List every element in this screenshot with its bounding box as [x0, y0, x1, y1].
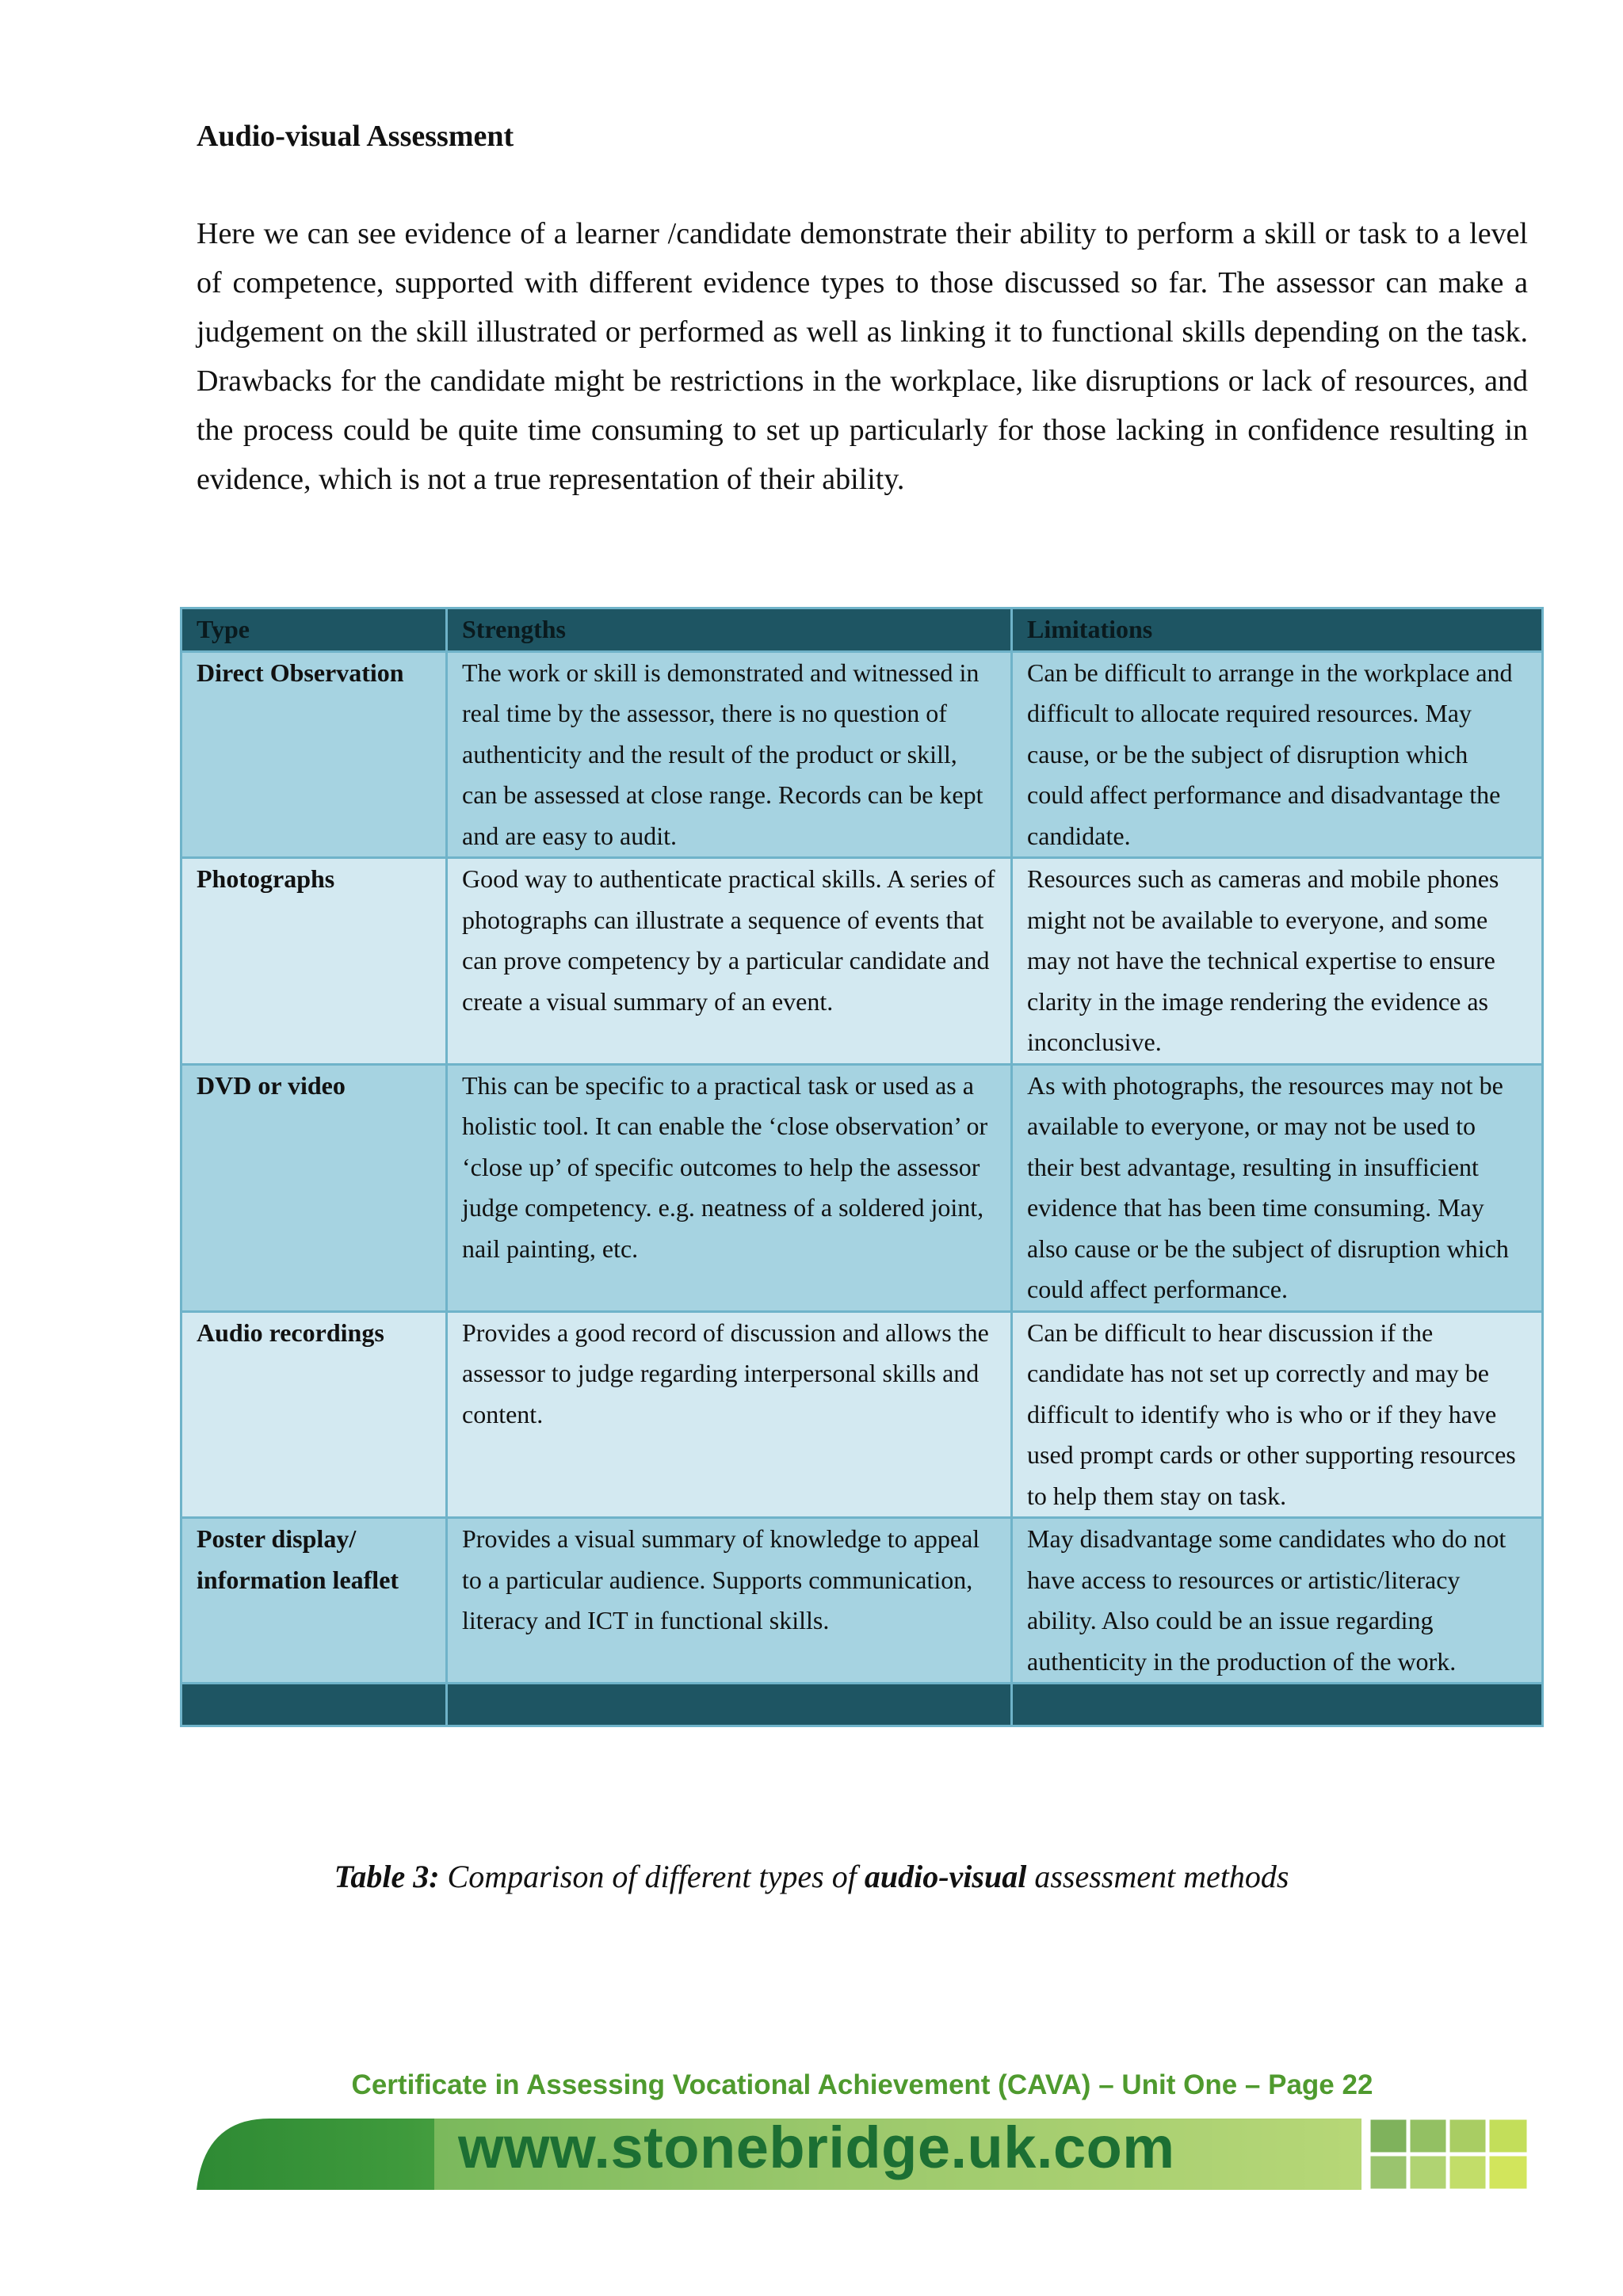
header-strengths: Strengths: [447, 608, 1012, 652]
type-cell: Photographs: [181, 858, 447, 1065]
caption-emphasis: audio-visual: [864, 1859, 1027, 1894]
table-caption: [0, 1858, 1623, 1895]
header-limitations: Limitations: [1012, 608, 1543, 652]
table-row: [181, 651, 1543, 858]
limitations-cell: As with photographs, the resources may not be available to everyone, or may not be used to their best advantage, resulting in insufficient evidence that has been time consuming. May also cause or be the subject of disruption which could affect performance.: [1012, 1064, 1543, 1311]
caption-text-after: assessment methods: [1026, 1859, 1289, 1894]
strengths-cell: Provides a good record of discussion and allows the assessor to judge regarding interpersonal skills and content.: [447, 1311, 1012, 1518]
footer-banner: [197, 2117, 1528, 2190]
table-header-row: [181, 608, 1543, 652]
limitations-cell: Can be difficult to hear discussion if the candidate has not set up correctly and may be difficult to identify who is who or if they have used prompt cards or other supporting resources to help them stay on task.: [1012, 1311, 1543, 1518]
caption-text-before: Comparison of different types of: [439, 1859, 865, 1894]
footer-cell: [1012, 1684, 1543, 1726]
table-row: [181, 1311, 1543, 1518]
header-type: Type: [181, 608, 447, 652]
table-row: [181, 858, 1543, 1065]
type-cell: Audio recordings: [181, 1311, 447, 1518]
table-row: [181, 1518, 1543, 1684]
type-cell: Poster display/ information leaflet: [181, 1518, 447, 1684]
website-url[interactable]: www.stonebridge.uk.com: [458, 2115, 1175, 2180]
page-footer-text: Certificate in Assessing Vocational Achievement (CAVA) – Unit One – Page 22: [351, 2069, 1373, 2100]
strengths-cell: Provides a visual summary of knowledge to appeal to a particular audience. Supports communication, literacy and ICT in functional skills.: [447, 1518, 1012, 1684]
table-footer-row: [181, 1684, 1543, 1726]
intro-paragraph: Here we can see evidence of a learner /candidate demonstrate their ability to perform a skill or task to a level of competence, supported with different evidence types to those discussed so far. The assessor can make a judgement on the skill illustrated or performed as well as linking it to functional skills depending on the task. Drawbacks for the candidate might be restrictions in the workplace, like disruptions or lack of resources, and the process could be quite time consuming to set up particularly for those lacking in confidence resulting in evidence, which is not a true representation of their ability.: [197, 217, 1528, 496]
type-cell: Direct Observation: [181, 651, 447, 858]
caption-label: Table 3:: [334, 1859, 440, 1894]
section-heading: Audio-visual Assessment: [197, 120, 514, 153]
assessment-table: [180, 607, 1544, 1727]
table-row: [181, 1064, 1543, 1311]
strengths-cell: The work or skill is demonstrated and witnessed in real time by the assessor, there is no question of authenticity and the result of the product or skill, can be assessed at close range. Records can be kept and are easy to audit.: [447, 651, 1012, 858]
limitations-cell: May disadvantage some candidates who do not have access to resources or artistic/literacy ability. Also could be an issue regarding authenticity in the production of the work.: [1012, 1518, 1543, 1684]
strengths-cell: This can be specific to a practical task or used as a holistic tool. It can enable the ‘close observation’ or ‘close up’ of specific outcomes to help the assessor judge competency. e.g. neatness of a soldered joint, nail painting, etc.: [447, 1064, 1012, 1311]
footer-cell: [181, 1684, 447, 1726]
footer-cell: [447, 1684, 1012, 1726]
limitations-cell: Can be difficult to arrange in the workplace and difficult to allocate required resources. May cause, or be the subject of disruption which could affect performance and disadvantage the candidate.: [1012, 651, 1543, 858]
limitations-cell: Resources such as cameras and mobile phones might not be available to everyone, and some may not have the technical expertise to ensure clarity in the image rendering the evidence as inconclusive.: [1012, 858, 1543, 1065]
type-cell: DVD or video: [181, 1064, 447, 1311]
strengths-cell: Good way to authenticate practical skills. A series of photographs can illustrate a sequence of events that can prove competency by a particular candidate and create a visual summary of an event.: [447, 858, 1012, 1065]
